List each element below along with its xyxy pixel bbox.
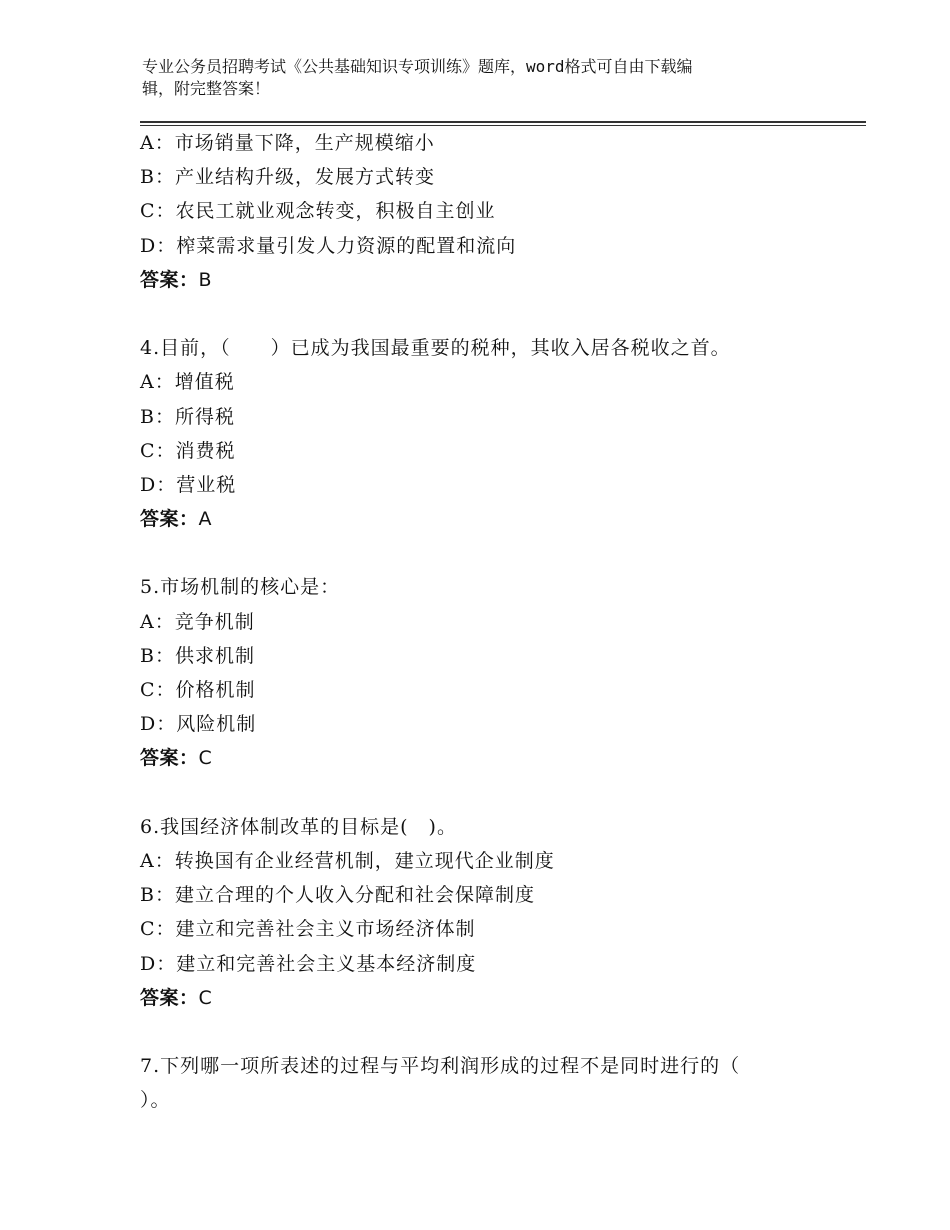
question-7-block — [140, 1049, 840, 1117]
question-text-line-2: ）。 — [140, 1089, 171, 1112]
answer-line — [140, 741, 840, 775]
option-a: A：竞争机制 — [140, 610, 255, 633]
option-d: D：营业税 — [140, 473, 237, 496]
header-line-2: 辑，附完整答案！ — [142, 79, 271, 98]
option-a: A：市场销量下降，生产规模缩小 — [140, 132, 435, 154]
question-5-block — [140, 570, 840, 775]
answer-label: 答案： — [140, 268, 199, 291]
answer-value: B — [198, 268, 213, 291]
option-b: B：产业结构升级，发展方式转变 — [140, 166, 435, 189]
answer-label: 答案： — [140, 986, 199, 1009]
question-list — [140, 126, 840, 1117]
option-c: C：价格机制 — [140, 679, 256, 701]
document-header — [142, 56, 802, 100]
answer-line — [140, 263, 840, 297]
option-c: C：建立和完善社会主义市场经济体制 — [140, 918, 476, 941]
answer-value: A — [198, 508, 213, 531]
answer-line — [140, 981, 840, 1015]
option-d: D：榨菜需求量引发人力资源的配置和流向 — [140, 234, 517, 257]
option-d: D：风险机制 — [140, 713, 257, 736]
option-b: B：所得税 — [140, 405, 235, 428]
spacer — [140, 536, 840, 570]
answer-label: 答案： — [140, 508, 199, 531]
option-b: B：供求机制 — [140, 644, 255, 667]
question-4-block — [140, 331, 840, 536]
answer-value: C — [198, 747, 213, 770]
spacer — [140, 1015, 840, 1049]
question-6-block — [140, 810, 840, 1015]
question-text: 4.目前，（ ）已成为我国最重要的税种，其收入居各税收之首。 — [140, 337, 731, 360]
option-c: C：农民工就业观念转变，积极自主创业 — [140, 200, 496, 223]
header-line-1: 专业公务员招聘考试《公共基础知识专项训练》题库，word格式可自由下载编 — [142, 57, 693, 76]
option-a: A：转换国有企业经营机制，建立现代企业制度 — [140, 849, 555, 872]
answer-label: 答案： — [140, 747, 199, 770]
spacer — [140, 297, 840, 331]
answer-value: C — [198, 986, 213, 1009]
header-rule-thick — [140, 121, 866, 123]
option-c: C：消费税 — [140, 439, 236, 462]
answer-line — [140, 502, 840, 536]
spacer — [140, 776, 840, 810]
option-b: B：建立合理的个人收入分配和社会保障制度 — [140, 884, 535, 907]
option-a: A：增值税 — [140, 371, 235, 394]
question-text: 5.市场机制的核心是： — [140, 576, 341, 599]
question-3-block — [140, 126, 840, 297]
question-text: 6.我国经济体制改革的目标是( )。 — [140, 815, 457, 838]
option-d: D：建立和完善社会主义基本经济制度 — [140, 952, 477, 975]
question-text-line-1: 7.下列哪一项所表述的过程与平均利润形成的过程不是同时进行的（ — [140, 1055, 741, 1078]
